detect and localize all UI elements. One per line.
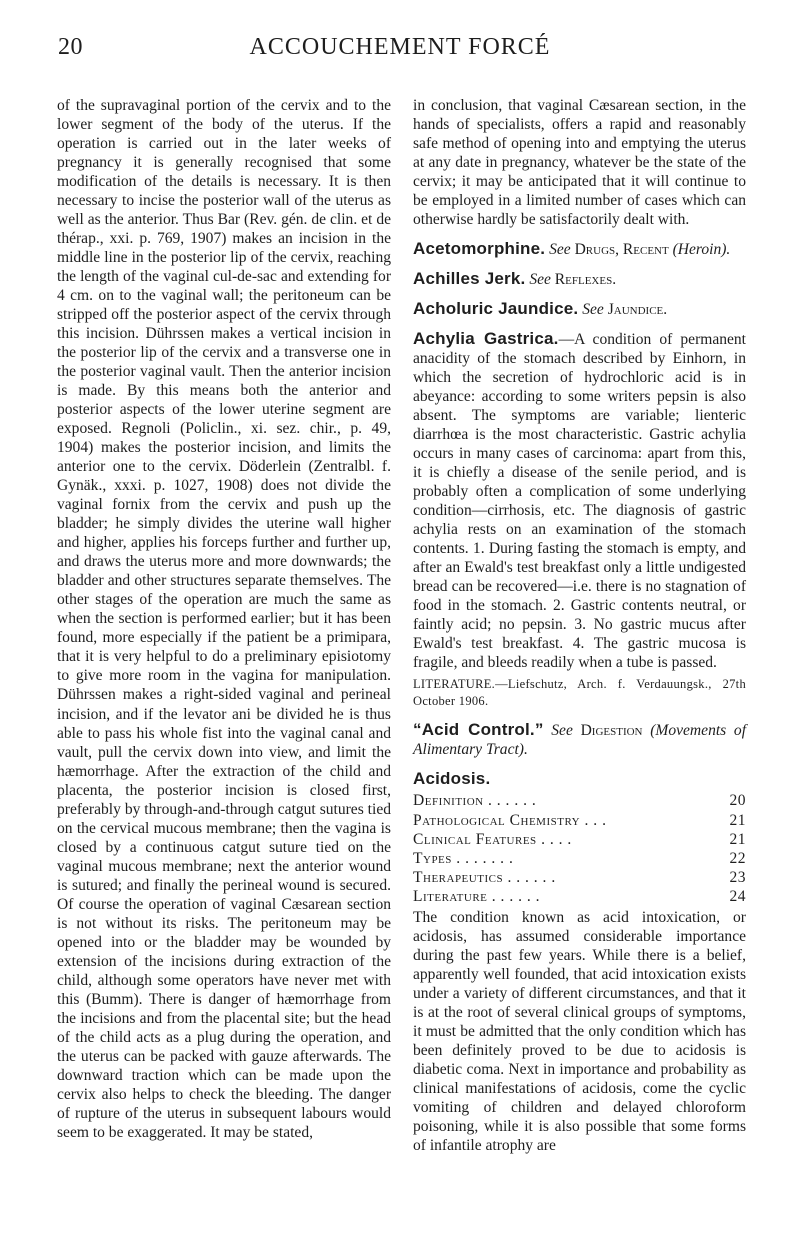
contents-dots: . . . bbox=[584, 811, 607, 829]
entry-head: Acidosis. bbox=[413, 769, 491, 789]
contents-row bbox=[413, 868, 746, 887]
contents-row bbox=[413, 887, 746, 906]
acidosis-text: The condition known as acid intoxication, or acidosis, has assumed considerable importance during the past few years. While there is a belief, apparently well founded, that acid intoxication exists under a variety of different circumstances, and that it is at the root of several clinical groups of symptoms, it must be admitted that the only condition which has been definitely proved to be due to acidosis is diabetic coma. Next in importance and probability as clinical manifestations of acidosis, come the cyclic vomiting of children and delayed chloroform poisoning, while it is also possible that some forms of infantile atrophy are bbox=[413, 908, 746, 1154]
contents-label: Types bbox=[413, 849, 452, 867]
contents-dots: . . . . . . bbox=[488, 792, 537, 810]
contents-label: Pathological Chemistry bbox=[413, 811, 581, 829]
see-label: See bbox=[551, 722, 573, 740]
entry-head: “Acid Control.” bbox=[413, 720, 544, 740]
cross-reference: Drugs, Recent bbox=[574, 241, 669, 259]
acidosis-contents bbox=[413, 791, 746, 905]
cross-reference-detail: (Movements of Alimentary Tract). bbox=[413, 722, 747, 759]
contents-row bbox=[413, 791, 746, 810]
contents-row bbox=[413, 811, 746, 830]
cross-reference-detail: (Heroin). bbox=[672, 241, 731, 259]
contents-page: 21 bbox=[729, 811, 746, 829]
contents-label: Therapeutics bbox=[413, 868, 504, 886]
see-label: See bbox=[549, 241, 571, 259]
right-column bbox=[413, 96, 746, 1155]
contents-label: Literature bbox=[413, 887, 488, 905]
entry-head: Acholuric Jaundice. bbox=[413, 299, 579, 319]
page-header bbox=[58, 26, 742, 66]
entry-acidosis bbox=[413, 769, 746, 789]
entry-achilles-jerk bbox=[413, 269, 746, 289]
entry-head: Achylia Gastrica. bbox=[413, 329, 559, 349]
contents-page: 24 bbox=[729, 887, 746, 905]
contents-label: Definition bbox=[413, 792, 484, 810]
entry-acholuric-jaundice bbox=[413, 299, 746, 319]
contents-page: 22 bbox=[729, 849, 746, 867]
see-label: See bbox=[529, 271, 551, 289]
cross-reference: Reflexes. bbox=[554, 271, 617, 289]
cross-reference: Digestion bbox=[580, 722, 643, 740]
contents-page: 21 bbox=[729, 830, 746, 848]
entry-head: Achilles Jerk. bbox=[413, 269, 526, 289]
entry-head: Acetomorphine. bbox=[413, 239, 546, 259]
entry-achylia-gastrica bbox=[413, 329, 746, 672]
contents-row bbox=[413, 849, 746, 868]
entry-acetomorphine bbox=[413, 239, 746, 259]
contents-dots: . . . . . . bbox=[491, 887, 541, 905]
contents-dots: . . . . . . bbox=[507, 868, 556, 886]
body-paragraph: of the supravaginal portion of the cervix and to the lower segment of the body of the uterus. If the operation is carried out in the later weeks of pregnancy it is generally recognised that some modification of the details is necessary. It is then necessary to incise the posterior wall of the uterus as well as the anterior. Thus Bar (Rev. gén. de clin. et de thérap., xxi. p. 769, 1907) makes an incision in the middle line in the posterior lip of the cervix, reaching the length of the vaginal cul-de-sac and extending for 4 cm. on to the vaginal wall; the peritoneum can be stripped off the posterior aspect of the cervix through this incision. Dührssen makes a vertical incision in the posterior lip of the cervix and a transverse one in the posterior vaginal vault. Then the anterior incision is made. By this means both the anterior and posterior aspects of the lower uterine segment are exposed. Regnoli (Policlin., xi. sez. chir., p. 49, 1904) makes the posterior incision, and limits the anterior one to the cervix. Döderlein (Zentralbl. f. Gynäk., xxxi. p. 1027, 1908) does not divide the vaginal fornix from the cervix and push up the bladder; he simply divides the uterine wall higher and higher, applies his forceps further and further up, and draws the uterus more and more downwards; the bladder and other structures separate themselves. The other stages of the operation are much the same as when the section is performed earlier; but it has been found, more especially if the patient be a primipara, that it is very helpful to do a preliminary episiotomy to give more room in the vagina for manipulation. Dührssen makes a right-sided vaginal and perineal incision, and if the levator ani be divided he is thus able to pass his whole fist into the vaginal canal and vault, pull the cervix down into view, and limit the hæmorrhage. After the extraction of the child and placenta, the posterior incision is closed first, preferably by through-and-through catgut sutures tied on the cervical mucous membrane; then the vagina is closed by a continuous catgut suture tied on the vaginal mucous membrane; next the anterior wound is sutured; and finally the perineal wound is secured. Of course the operation of vaginal Cæsarean section is not without its risks. The peritoneum may be opened into or the bladder may be wounded by extension of the incisions during extraction of the child, although some operators have never met with this (Bumm). There is danger of hæmorrhage from the incisions and from the placental site; but the head of the child acts as a plug during the operation, and the uterus can be packed with gauze afterwards. The downward traction which can be made upon the cervix also helps to check the bleeding. The danger of rupture of the uterus in subsequent labours would seem to be exaggerated. It may be stated, bbox=[57, 97, 391, 1141]
cross-reference: Jaundice. bbox=[607, 301, 668, 319]
entry-text: —A condition of permanent anacidity of the stomach described by Einhorn, in which the secretion of hydrochloric acid is in abeyance: according to some writers pepsin is also absent. The symptoms are variable; lienteric diarrhœa is the most characteristic. Gastric achylia occurs in many cases of carcinoma: apart from this, it is chiefly a disease of the senile period, and is probably often a complication of some underlying condition—cirrhosis, etc. The diagnosis of gastric achylia rests on an examination of the stomach contents. 1. During fasting the stomach is empty, and after an Ewald's test breakfast only a little undigested bread can be recovered—i.e. there is no stagnation of food in the stomach. 2. Gastric contents neutral, or faintly acid; no pepsin. 3. No gastric mucus after Ewald's test breakfast. 4. The gastric mucosa is fragile, and bleeds readily when a tube is passed. bbox=[413, 331, 747, 672]
contents-row bbox=[413, 830, 746, 849]
contents-dots: . . . . bbox=[541, 830, 572, 848]
literature-note: LITERATURE.—Liefschutz, Arch. f. Verdauungsk., 27th October 1906. bbox=[413, 677, 746, 709]
left-column bbox=[57, 96, 391, 1142]
entry-acid-control bbox=[413, 720, 746, 759]
running-title: ACCOUCHEMENT FORCÉ bbox=[249, 34, 551, 60]
page-number: 20 bbox=[58, 34, 83, 60]
see-label: See bbox=[582, 301, 604, 319]
conclusion-paragraph: in conclusion, that vaginal Cæsarean section, in the hands of specialists, offers a rapid and reasonably safe method of opening into and emptying the uterus at any date in pregnancy, whatever be the state of the cervix; it may be anticipated that it will continue to be employed in a limited number of cases which can otherwise hardly be satisfactorily dealt with. bbox=[413, 97, 746, 229]
contents-page: 20 bbox=[729, 792, 746, 810]
contents-page: 23 bbox=[729, 868, 746, 886]
contents-dots: . . . . . . . bbox=[456, 849, 514, 867]
contents-label: Clinical Features bbox=[413, 830, 537, 848]
